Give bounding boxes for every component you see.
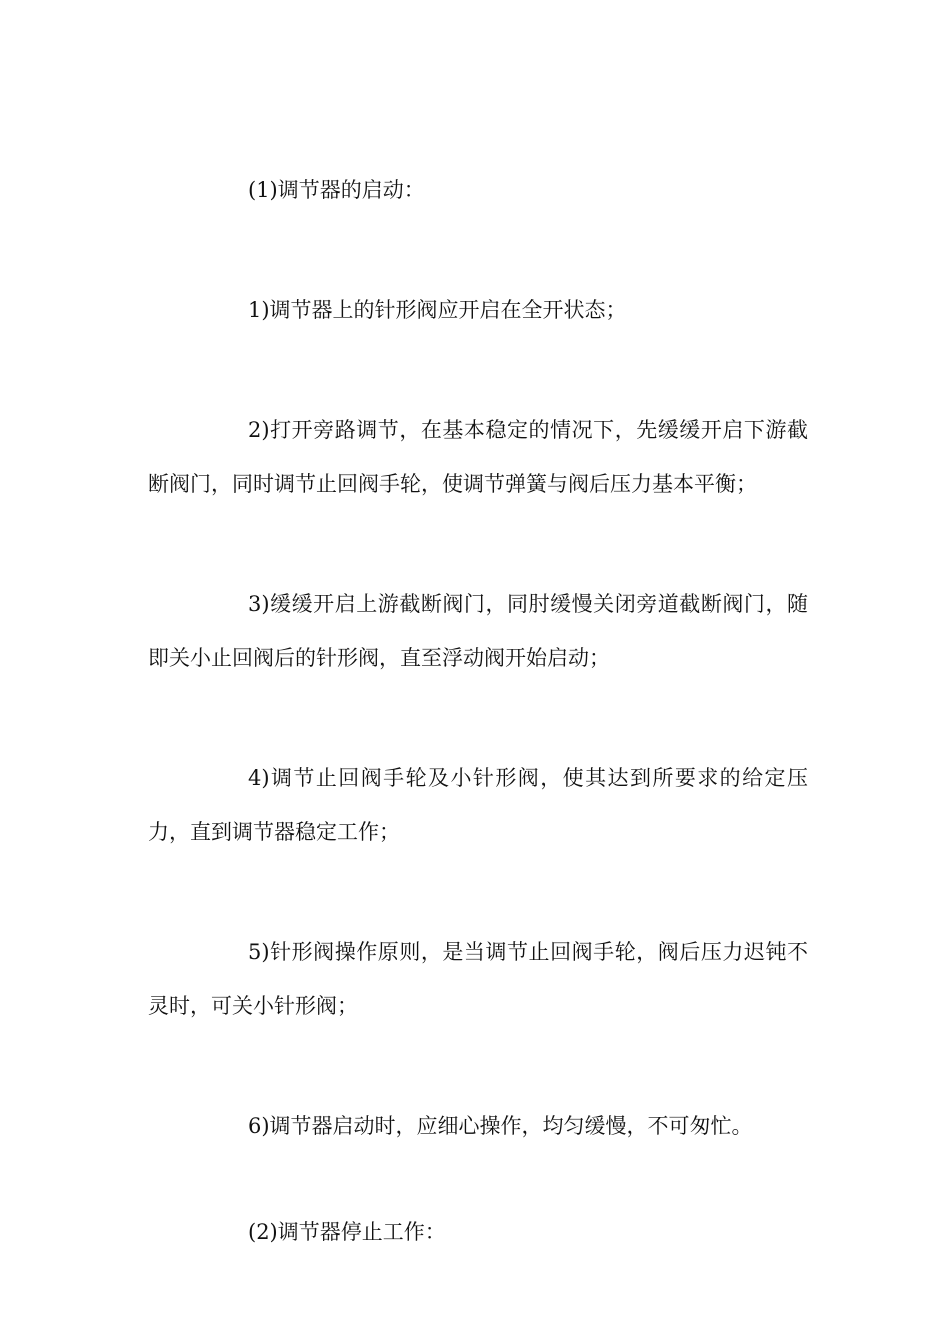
section-heading-stop: (2)调节器停止工作： (248, 1220, 446, 1244)
section-heading-startup: (1)调节器的启动： (248, 178, 425, 202)
step-6: 6)调节器启动时，应细心操作，均匀缓慢，不可匆忙。 (248, 1114, 753, 1138)
document-body (148, 163, 808, 1325)
step-5: 5)针形阀操作原则，是当调节止回阀手轮，阀后压力迟钝不灵时，可关小针形阀； (148, 940, 808, 1018)
step-3: 3)缓缓开启上游截断阀门，同肘缓慢关闭旁道截断阀门，随即关小止回阀后的针形阀，直至浮动阀开始启动； (148, 592, 808, 670)
step-1: 1)调节器上的针形阀应开启在全开状态； (248, 298, 627, 322)
step-4: 4)调节止回阀手轮及小针形阀，使其达到所要求的给定压力，直到调节器稳定工作； (148, 766, 808, 844)
step-2: 2)打开旁路调节，在基本稳定的情况下，先缓缓开启下游截断阀门，同时调节止回阀手轮，使调节弹簧与阀后压力基本平衡； (148, 418, 808, 496)
